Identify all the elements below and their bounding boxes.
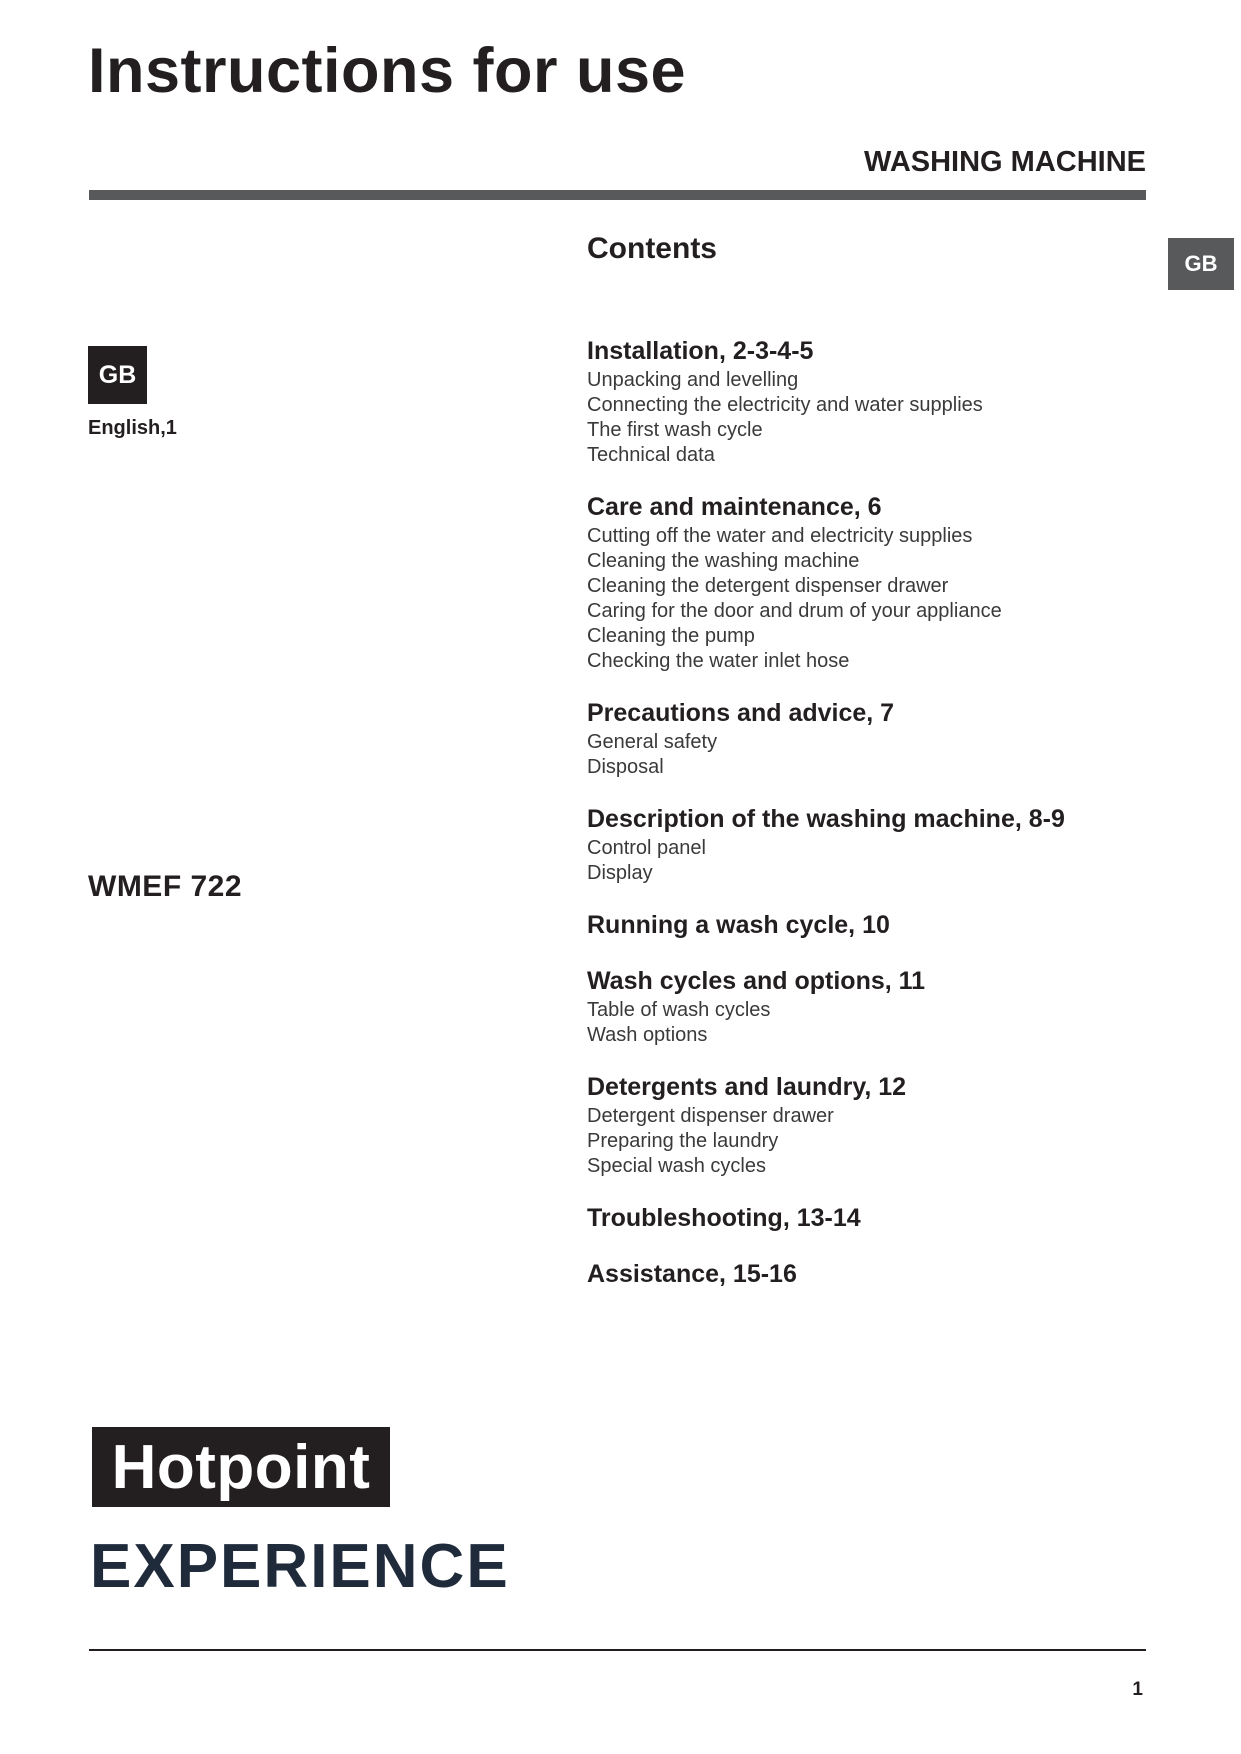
language-badge: GB [88,346,147,404]
toc-item: Wash options [587,1024,708,1046]
toc-item: Special wash cycles [587,1155,766,1177]
toc-section-title: Troubleshooting, 13-14 [587,1204,861,1232]
toc-section-title: Precautions and advice, 7 [587,699,895,727]
toc-item: Preparing the laundry [587,1130,779,1152]
contents-heading: Contents [587,232,717,265]
toc-section [587,334,1147,468]
toc-item: Connecting the electricity and water supplies [587,394,983,416]
toc-section-title: Detergents and laundry, 12 [587,1073,907,1101]
toc-section [587,802,1147,886]
toc-item: The first wash cycle [587,419,763,441]
toc-item: Display [587,862,653,884]
toc-section [587,964,1147,1048]
language-side-tab: GB [1168,238,1234,290]
toc-section-title: Assistance, 15-16 [587,1260,797,1288]
toc-section [587,1201,1147,1235]
toc-section [587,1070,1147,1179]
brand-logo: Hotpoint [92,1427,390,1507]
toc-item: Table of wash cycles [587,999,771,1021]
toc-section [587,490,1147,674]
toc-section-title: Description of the washing machine, 8-9 [587,805,1065,833]
toc-section [587,1257,1147,1291]
toc-item: Cleaning the washing machine [587,550,860,572]
toc-item: Technical data [587,444,715,466]
product-type-heading: WASHING MACHINE [864,146,1146,178]
toc-section [587,696,1147,780]
table-of-contents [587,334,1147,1313]
toc-section-title: Care and maintenance, 6 [587,493,882,521]
toc-item: Detergent dispenser drawer [587,1105,834,1127]
toc-item: Checking the water inlet hose [587,650,850,672]
toc-item: Unpacking and levelling [587,369,799,391]
footer-divider [89,1649,1146,1651]
toc-item: Cleaning the detergent dispenser drawer [587,575,949,597]
toc-item: Caring for the door and drum of your appliance [587,600,1002,622]
page-title: Instructions for use [88,36,687,106]
header-divider [89,190,1146,200]
toc-section-title: Running a wash cycle, 10 [587,911,890,939]
toc-item: Control panel [587,837,706,859]
model-number: WMEF 722 [88,870,243,903]
toc-item: Cutting off the water and electricity supplies [587,525,973,547]
toc-section-title: Wash cycles and options, 11 [587,967,926,995]
brand-tagline: EXPERIENCE [90,1532,510,1601]
toc-section-title: Installation, 2-3-4-5 [587,337,814,365]
toc-item: Disposal [587,756,664,778]
language-label: English,1 [88,417,177,439]
toc-item: General safety [587,731,718,753]
toc-section [587,908,1147,942]
page-number: 1 [1132,1679,1143,1700]
toc-item: Cleaning the pump [587,625,755,647]
